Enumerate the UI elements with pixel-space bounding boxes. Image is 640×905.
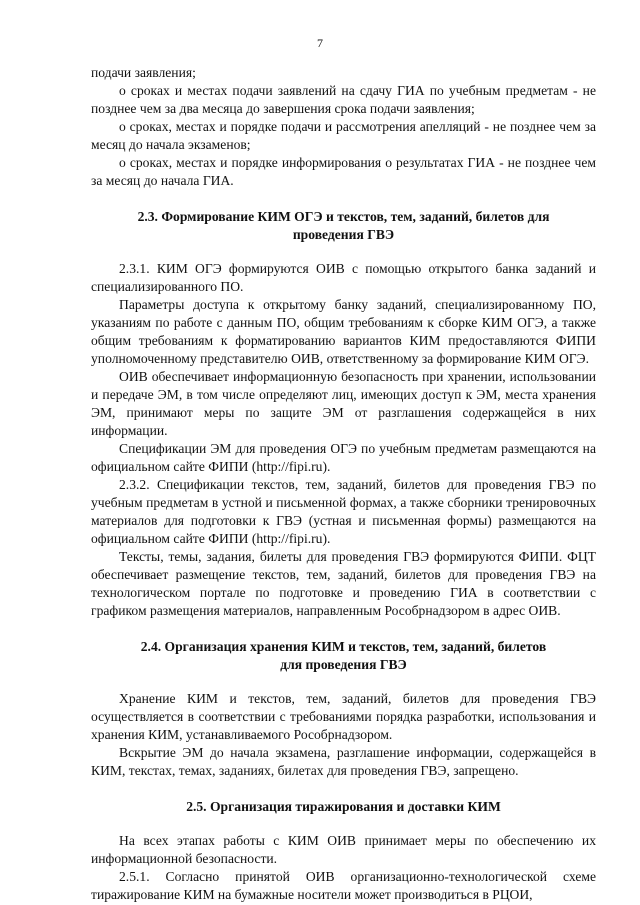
- section-heading-2-4: 2.4. Организация хранения КИМ и текстов, тем, заданий, билетов для проведения ГВЭ: [140, 639, 547, 672]
- page-number: 7: [317, 36, 323, 50]
- paragraph: Спецификации ЭМ для проведения ОГЭ по учебным предметам размещаются на официальном сайте ФИПИ (http://fipi.ru).: [91, 441, 596, 474]
- section-heading-2-3: 2.3. Формирование КИМ ОГЭ и текстов, тем, заданий, билетов для проведения ГВЭ: [137, 209, 550, 242]
- paragraph: о сроках и местах подачи заявлений на сдачу ГИА по учебным предметам - не позднее чем за два месяца до завершения срока подачи заявления;: [91, 83, 596, 116]
- paragraph: Хранение КИМ и текстов, тем, заданий, билетов для проведения ГВЭ осуществляется в соответствии с требованиями порядка разработки, использования и хранения КИМ, устанавливаемого Рособрнадзором.: [91, 691, 596, 742]
- paragraph: о сроках, местах и порядке информирования о результатах ГИА - не позднее чем за месяц до начала ГИА.: [91, 155, 596, 188]
- paragraph: 2.3.2. Спецификации текстов, тем, заданий, билетов для проведения ГВЭ по учебным предметам в устной и письменной формах, а также сборники тренировочных материалов для подготовки к ГВЭ (устная и письменная формы) размещаются на официальном сайте ФИПИ (http://fipi.ru).: [91, 477, 596, 546]
- paragraph: Параметры доступа к открытому банку заданий, специализированному ПО, указаниям по работе с данным ПО, общим требованиям к сборке КИМ ОГЭ, а также общим требованиям к форматированию вариантов КИМ предоставляются ФИПИ уполномоченному представителю ОИВ, ответственному за формирование КИМ ОГЭ.: [91, 297, 596, 366]
- paragraph: На всех этапах работы с КИМ ОИВ принимает меры по обеспечению их информационной безопасности.: [91, 833, 596, 866]
- paragraph: подачи заявления;: [91, 65, 196, 80]
- paragraph: ОИВ обеспечивает информационную безопасность при хранении, использовании и передаче ЭМ, в том числе определяют лиц, имеющих доступ к ЭМ, места хранения ЭМ, принимают меры по защите ЭМ от разглашения содержащейся в них информации.: [91, 369, 596, 438]
- paragraph: о сроках, местах и порядке подачи и рассмотрения апелляций - не позднее чем за месяц до начала экзаменов;: [91, 119, 596, 152]
- paragraph: 2.3.1. КИМ ОГЭ формируются ОИВ с помощью открытого банка заданий и специализированного ПО.: [91, 261, 596, 294]
- paragraph: Тексты, темы, задания, билеты для проведения ГВЭ формируются ФИПИ. ФЦТ обеспечивает размещение текстов, тем, заданий, билетов для проведения ГВЭ на технологическом портале по подготовке и проведению ГИА в соответствии с графиком размещения материалов, направленным Рособрнадзором в адрес ОИВ.: [91, 549, 596, 618]
- paragraph: Вскрытие ЭМ до начала экзамена, разглашение информации, содержащейся в КИМ, текстах, темах, заданиях, билетах для проведения ГВЭ, запрещено.: [91, 745, 596, 778]
- paragraph: 2.5.1. Согласно принятой ОИВ организационно-технологической схеме тиражирование КИМ на бумажные носители может производиться в РЦОИ,: [91, 869, 596, 902]
- section-heading-2-5: 2.5. Организация тиражирования и доставки КИМ: [186, 799, 501, 814]
- document-body: [91, 64, 596, 904]
